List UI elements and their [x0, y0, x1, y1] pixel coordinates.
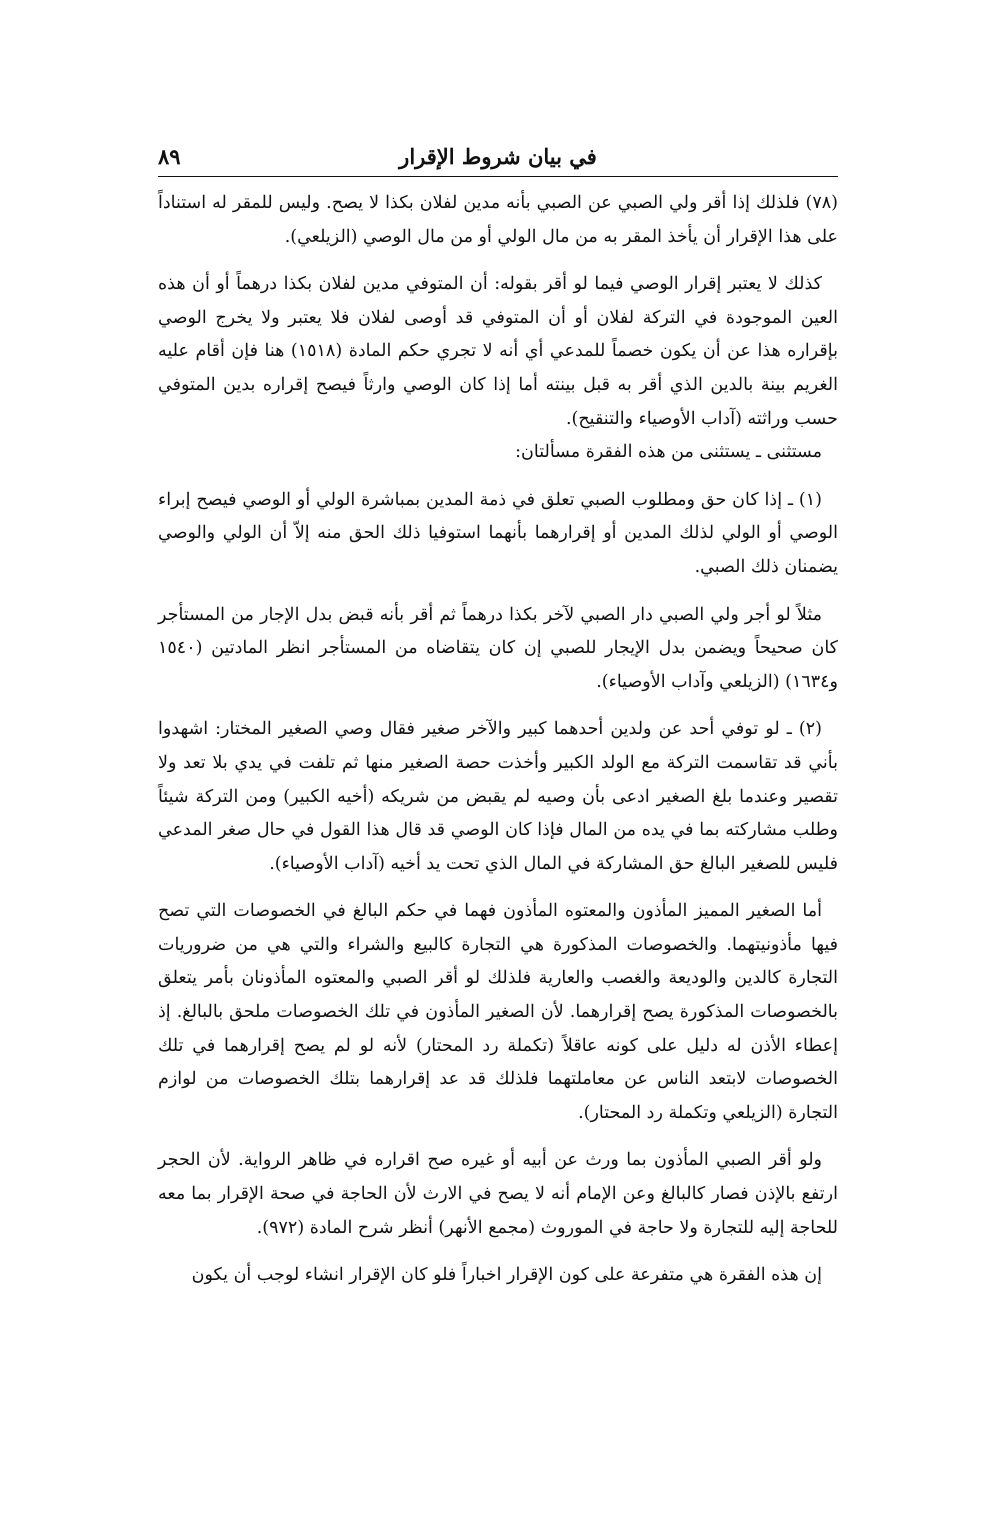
page-header	[158, 140, 838, 177]
paragraph-authorized-minor: أما الصغير المميز المأذون والمعتوه المأذون فهما في حكم البالغ في الخصوصات التي تصح فيها مأذونيتهما. والخصوصات المذكورة هي التجارة كالبيع والشراء والتي هي من ضروريات التجارة كالدين والوديعة والغصب والعارية فلذلك لو أقر الصبي والمعتوه المأذونان بأمر يتعلق بالخصوصات المذكورة يصح إقرارهما. لأن الصغير المأذون في تلك الخصوصات ملحق بالبالغ. إذ إعطاء الأذن له دليل على كونه عاقلاً (تكملة رد المحتار) لأنه لو لم يصح إقرارهما في تلك الخصوصات لابتعد الناس عن معاملتهما فلذلك قد عد إقرارهما بتلك الخصوصات من لوازم التجارة (الزيلعي وتكملة رد المحتار).	[158, 901, 838, 1123]
running-title: في بيان شروط الإقرار	[399, 144, 597, 169]
paragraph-78: (٧٨) فلذلك إذا أقر ولي الصبي عن الصبي بأنه مدين لفلان بكذا لا يصح. وليس للمقر له استناداً على هذا الإقرار أن يأخذ المقر به من مال الولي أو من مال الوصي (الزيلعي).	[158, 193, 838, 247]
paragraph-exception-2: (٢) ـ لو توفي أحد عن ولدين أحدهما كبير والآخر صغير فقال وصي الصغير المختار: اشهدوا بأني قد تقاسمت التركة مع الولد الكبير وأخذت حصة الصغير منها ثم تلفت في يدي بلا تعد ولا تقصير وعندما بلغ الصغير ادعى بأن وصيه لم يقبض من شريكه (أخيه الكبير) ومن التركة شيئاً وطلب مشاركته بما في يده من المال فإذا كان الوصي قد قال هذا القول في حال صغر المدعي فليس للصغير البالغ حق المشاركة في المال الذي تحت يد أخيه (آداب الأوصياء).	[158, 719, 838, 874]
paragraph-inheritance: ولو أقر الصبي المأذون بما ورث عن أبيه أو غيره صح اقراره في ظاهر الرواية. لأن الحجر ارتفع بالإذن فصار كالبالغ وعن الإمام أنه لا يصح في الارث لأن الحاجة في صحة الإقرار بما معه للحاجة إليه للتجارة ولا حاجة في الموروث (مجمع الأنهر) أنظر شرح المادة (٩٧٢).	[158, 1150, 838, 1238]
page-number: ٨٩	[158, 144, 181, 169]
paragraph-example: مثلاً لو أجر ولي الصبي دار الصبي لآخر بكذا درهماً ثم أقر بأنه قبض بدل الإجار من المستأجر كان صحيحاً ويضمن بدل الإيجار للصبي إن كان يتقاضاه من المستأجر انظر المادتين (١٥٤٠ و١٦٣٤) (الزيلعي وآداب الأوصياء).	[158, 604, 838, 692]
paragraph-executor-acknowledgment: كذلك لا يعتبر إقرار الوصي فيما لو أقر بقوله: أن المتوفي مدين لفلان بكذا درهماً أو أن هذه العين الموجودة في التركة لفلان أو أن المتوفي قد أوصى لفلان فلا يعتبر ولا يخرج الوصي بإقراره هذا عن أن يكون خصماً للمدعي أي أنه لا تجري حكم المادة (١٥١٨) هنا فإن أقام عليه الغريم بينة بالدين الذي أقر به قبل بينته أما إذا كان الوصي وارثاً فيصح إقراره بدين المتوفي حسب وراثته (آداب الأوصياء والتنقيح).	[158, 274, 838, 429]
paragraph-exceptions-heading: مستثنى ـ يستثنى من هذه الفقرة مسألتان:	[515, 442, 822, 463]
paragraph-final: إن هذه الفقرة هي متفرعة على كون الإقرار اخباراً فلو كان الإقرار انشاء لوجب أن يكون	[191, 1265, 822, 1286]
book-page	[158, 140, 838, 1307]
paragraph-exception-1: (١) ـ إذا كان حق ومطلوب الصبي تعلق في ذمة المدين بمباشرة الولي أو الوصي فيصح إبراء الوصي أو الولي لذلك المدين أو إقرارهما بأنهما استوفيا ذلك الحق منه إلاّ أن الولي والوصي يضمنان ذلك الصبي.	[158, 489, 838, 577]
body-text	[158, 187, 838, 1293]
